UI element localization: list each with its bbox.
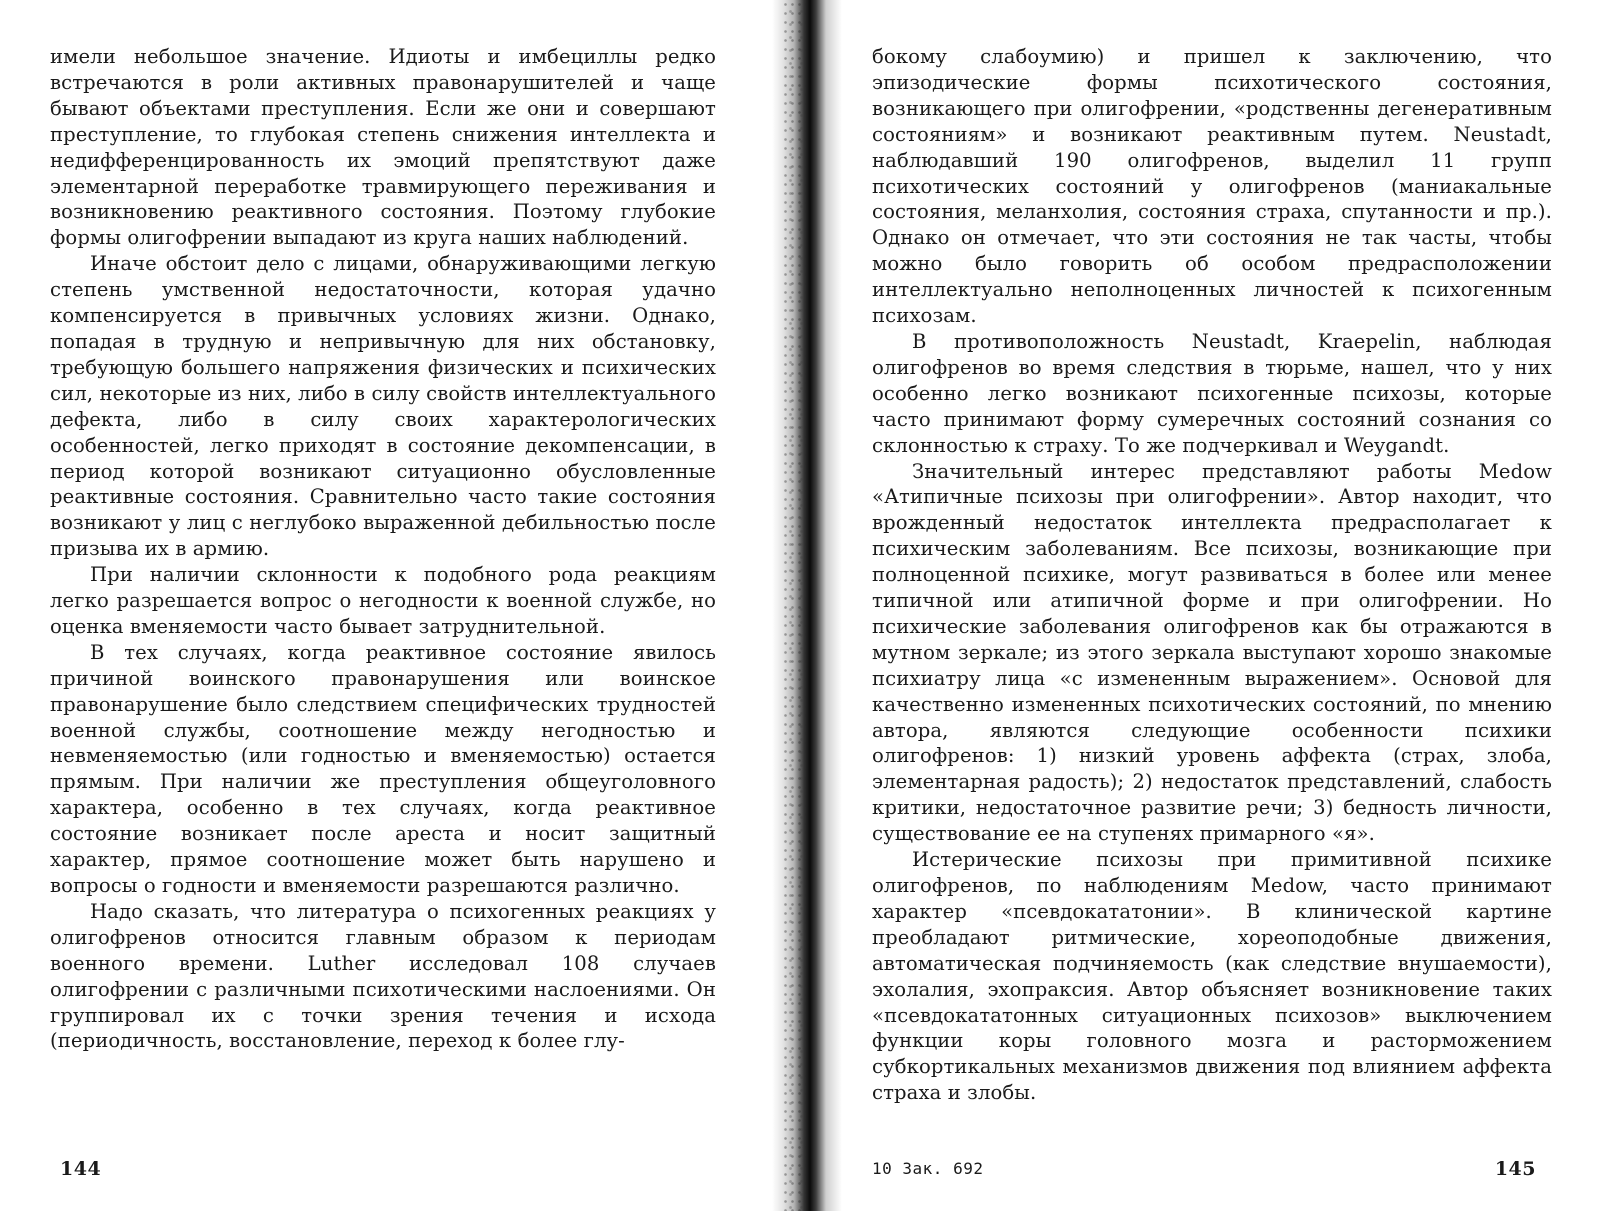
- paragraph: В противоположность Neustadt, Kraepelin, наблюдая олигофренов во время следствия в тюрьме, нашел, что у них особенно легко возникают психогенные психозы, которые часто принимают форму сумеречных состояний сознания со склонностью к страху. То же подчеркивал и Weygandt.: [872, 329, 1552, 457]
- paragraph: бокому слабоумию) и пришел к заключению, что эпизодические формы психотического состояния, возникающего при олигофрении, «родственны дегенеративным состояниям» и возникают реактивным путем. Neustadt, наблюдавший 190 олигофренов, выделил 11 групп психотических состояний у олигофренов (маниакальные состояния, меланхолия, состояния страха, спутанности и пр.). Однако он отмечает, что эти состояния не так часты, чтобы можно было говорить об особом предрасположении интеллектуально неполноценных личностей к психогенным психозам.: [872, 45, 1552, 328]
- paragraph: В тех случаях, когда реактивное состояние явилось причиной воинского правонарушения или воинское правонарушение было следствием специфических трудностей военной службы, соотношение между негодностью и невменяемостью (или годностью и вменяемостью) остается прямым. При наличии же преступления общеуголовного характера, особенно в тех случаях, когда реактивное состояние возникает после ареста и носит защитный характер, прямое соотношение может быть нарушено и вопросы о годности и вменяемости разрешаются различно.: [50, 640, 716, 897]
- scan-noise: [782, 0, 806, 1211]
- paragraph: имели небольшое значение. Идиоты и имбециллы редко встречаются в роли активных правонарушителей и чаще бывают объектами преступления. Если же они и совершают преступление, то глубокая степень снижения интеллекта и недифференцированность их эмоций препятствуют даже элементарной переработке травмирующего переживания и возникновению реактивного состояния. Поэтому глубокие формы олигофрении выпадают из круга наших наблюдений.: [50, 45, 716, 250]
- paragraph: Истерические психозы при примитивной психике олигофренов, по наблюдениям Medow, часто принимают характер «псевдокататонии». В клинической картине преобладают ритмические, хореоподобные движения, автоматическая подчиняемость (как следствие внушаемости), эхолалия, эхопраксия. Автор объясняет возникновение таких «псевдокататонных ситуационных психозов» выключением функции коры головного мозга и расторможением субкортикальных механизмов движения под влиянием аффекта страха и злобы.: [872, 848, 1552, 1105]
- paragraph: Значительный интерес представляют работы Medow «Атипичные психозы при олигофрении». Автор находит, что врожденный недостаток интеллекта предрасполагает к психическим заболеваниям. Все психозы, возникающие при полноценной психике, могут развиваться в более или менее типичной или атипичной форме и при олигофрении. Но психические заболевания олигофренов как бы отражаются в мутном зеркале; из этого зеркала выступают хорошо знакомые психиатру лица «с измененным выражением». Основой для качественно измененных психотических состояний, по мнению автора, являются следующие особенности психики олигофренов: 1) низкий уровень аффекта (страх, злоба, элементарная радость); 2) недостаток представлений, слабость критики, недостаточное развитие речи; 3) бедность личности, существование ее на ступенях примарного «я».: [872, 459, 1552, 846]
- printer-signature-mark: 10 Зак. 692: [872, 1159, 984, 1178]
- paragraph: При наличии склонности к подобного рода реакциям легко разрешается вопрос о негодности к военной службе, но оценка вменяемости часто бывает затруднительной.: [50, 563, 716, 638]
- right-page: [820, 0, 1600, 1211]
- right-page-body: [872, 44, 1552, 1106]
- page-number: 144: [60, 1158, 102, 1180]
- left-page-body: [50, 44, 716, 1054]
- page-number: 145: [1494, 1158, 1536, 1180]
- paragraph: Надо сказать, что литература о психогенных реакциях у олигофренов относится главным образом к периодам военного времени. Luther исследовал 108 случаев олигофрении с различными психотическими наслоениями. Он группировал их с точки зрения течения и исхода (периодичность, восстановление, переход к более глу-: [50, 899, 716, 1053]
- paragraph: Иначе обстоит дело с лицами, обнаруживающими легкую степень умственной недостаточности, которая удачно компенсируется в привычных условиях жизни. Однако, попадая в трудную и непривычную для них обстановку, требующую большего напряжения физических и психических сил, некоторые из них, либо в силу свойств интеллектуального дефекта, либо в силу своих характерологических особенностей, легко приходят в состояние декомпенсации, в период которой возникают ситуационно обусловленные реактивные состояния. Сравнительно часто такие состояния возникают у лиц с неглубоко выраженной дебильностью после призыва их в армию.: [50, 252, 716, 561]
